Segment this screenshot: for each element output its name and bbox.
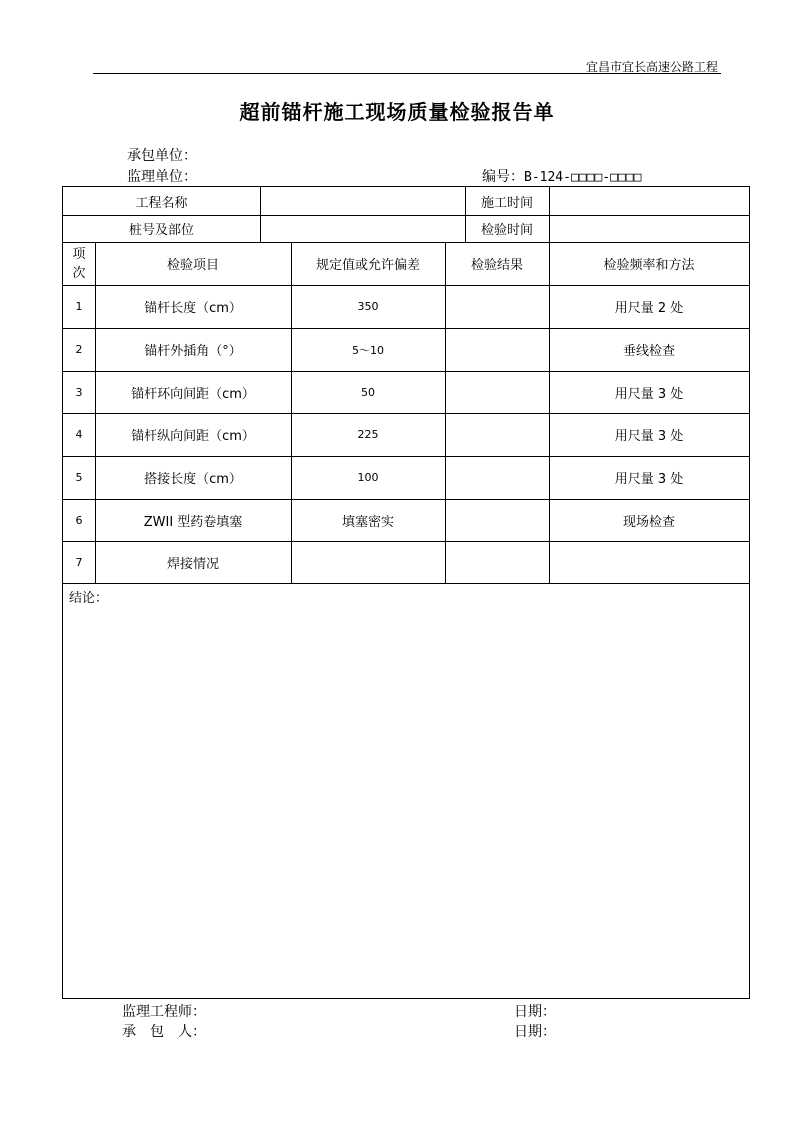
row-divider — [63, 583, 749, 584]
page-title: 超前锚杆施工现场质量检验报告单 — [239, 100, 555, 124]
row-method: 垂线检查 — [622, 344, 675, 359]
row-result[interactable] — [445, 413, 549, 456]
row-method: 用尺量 3 处 — [614, 472, 684, 487]
row-result[interactable] — [445, 499, 549, 541]
row-spec: 5～10 — [352, 343, 384, 357]
contractor-signature-label: 承 包 人： — [122, 1024, 206, 1040]
project-name-value[interactable] — [260, 187, 465, 215]
row-item: 锚杆纵向间距（cm） — [131, 429, 255, 444]
row-result[interactable] — [445, 371, 549, 413]
row-method[interactable] — [549, 541, 749, 583]
header-result: 检验结果 — [470, 258, 523, 273]
row-method: 用尺量 2 处 — [614, 301, 684, 316]
row-index: 7 — [75, 555, 83, 569]
row-item: 锚杆外插角（°） — [144, 344, 242, 359]
row-item: 锚杆环向间距（cm） — [131, 386, 255, 402]
station-label: 桩号及部位 — [128, 223, 194, 238]
row-result[interactable] — [445, 456, 549, 499]
row-spec: 100 — [357, 471, 379, 484]
row-index: 1 — [75, 300, 83, 313]
row-item: 搭接长度（cm） — [144, 472, 242, 487]
report-number-value: B-124-□□□□-□□□□ — [524, 170, 642, 185]
conclusion-label: 结论： — [69, 591, 109, 606]
station-value[interactable] — [260, 215, 465, 242]
project-name-label: 工程名称 — [135, 195, 188, 211]
row-method: 现场检查 — [622, 514, 675, 530]
row-index: 6 — [75, 513, 83, 527]
row-result[interactable] — [445, 541, 549, 583]
row-index: 3 — [75, 385, 83, 399]
row-method: 用尺量 3 处 — [614, 429, 684, 444]
construction-time-value[interactable] — [549, 187, 749, 215]
inspection-time-label: 检验时间 — [480, 223, 533, 238]
row-spec: 350 — [357, 300, 379, 313]
row-result[interactable] — [445, 285, 549, 328]
inspection-time-value[interactable] — [549, 215, 749, 242]
report-form — [62, 186, 750, 999]
engineer-signature-label: 监理工程师： — [122, 1004, 206, 1020]
row-spec: 50 — [361, 385, 375, 399]
row-index: 4 — [75, 428, 83, 441]
report-number — [482, 166, 641, 186]
header-spec: 规定值或允许偏差 — [315, 258, 420, 273]
row-spec: 填塞密实 — [341, 514, 394, 530]
header-project-name: 宜昌市宜长高速公路工程 — [585, 60, 718, 74]
row-item: ZWII 型药卷填塞 — [143, 514, 243, 530]
row-method: 用尺量 3 处 — [614, 386, 684, 402]
row-item: 锚杆长度（cm） — [144, 301, 242, 316]
row-spec: 225 — [357, 428, 379, 441]
row-index: 5 — [75, 471, 83, 484]
header-method: 检验频率和方法 — [603, 258, 695, 273]
row-item: 焊接情况 — [166, 556, 219, 572]
contractor-date-label: 日期： — [514, 1024, 556, 1040]
header-item: 检验项目 — [166, 258, 219, 273]
row-spec[interactable] — [291, 541, 445, 583]
report-number-label: 编号： — [482, 169, 524, 185]
row-index: 2 — [75, 343, 83, 356]
contractor-label: 承包单位： — [127, 148, 197, 164]
engineer-date-label: 日期： — [514, 1004, 556, 1020]
row-result[interactable] — [445, 328, 549, 371]
header-rule — [93, 73, 721, 74]
header-index: 项 次 — [72, 246, 86, 281]
supervisor-label: 监理单位： — [127, 169, 197, 185]
construction-time-label: 施工时间 — [480, 195, 533, 211]
